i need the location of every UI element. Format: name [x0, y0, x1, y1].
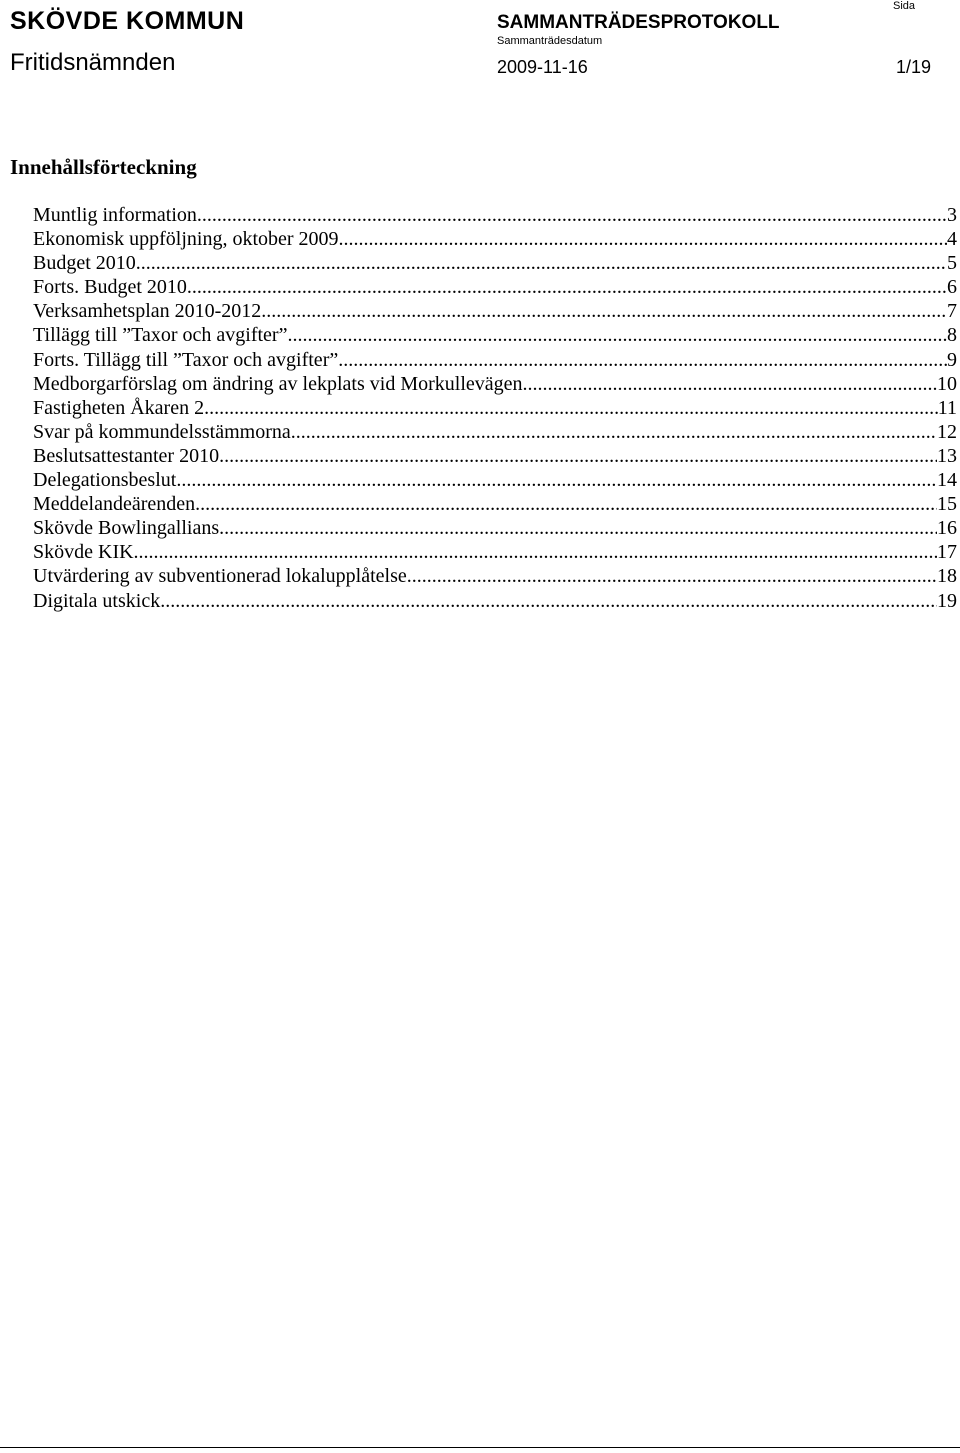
- toc-dot-leader: [197, 203, 947, 227]
- toc-entry-title: Forts. Budget 2010: [33, 276, 187, 299]
- toc-entry-title: Verksamhetsplan 2010-2012: [33, 300, 262, 323]
- toc-dot-leader: [339, 227, 947, 251]
- toc-dot-leader: [176, 468, 937, 492]
- toc-list: [33, 203, 957, 613]
- page-label: Sida: [893, 0, 916, 12]
- toc-entry-page: 5: [947, 252, 957, 275]
- toc-dot-leader: [219, 444, 937, 468]
- toc-entry-page: 13: [937, 444, 957, 467]
- toc-entry[interactable]: [33, 372, 957, 396]
- toc-entry-page: 17: [937, 541, 957, 564]
- toc-entry[interactable]: [33, 516, 957, 540]
- toc-entry-title: Forts. Tillägg till ”Taxor och avgifter”: [33, 348, 339, 371]
- toc-dot-leader: [134, 540, 937, 564]
- toc-dot-leader: [261, 299, 947, 323]
- toc-entry[interactable]: [33, 540, 957, 564]
- toc-entry-title: Budget 2010: [33, 252, 136, 275]
- toc-entry[interactable]: [33, 299, 957, 323]
- toc-entry-page: 6: [947, 276, 957, 299]
- toc-entry-title: Fastigheten Åkaren 2: [33, 396, 205, 419]
- toc-entry-title: Digitala utskick: [33, 589, 161, 612]
- toc-dot-leader: [287, 323, 947, 347]
- toc-entry-page: 12: [937, 420, 957, 443]
- toc-entry[interactable]: [33, 492, 957, 516]
- committee-name: Fritidsnämnden: [10, 49, 176, 76]
- toc-entry-page: 4: [947, 228, 957, 251]
- toc-entry[interactable]: [33, 227, 957, 251]
- toc-entry-title: Skövde Bowlingallians: [33, 517, 220, 540]
- toc-entry-title: Utvärdering av subventionerad lokalupplåtelse: [33, 565, 407, 588]
- toc-entry[interactable]: [33, 444, 957, 468]
- toc-entry-title: Svar på kommundelsstämmorna: [33, 420, 291, 443]
- toc-entry[interactable]: [33, 323, 957, 347]
- toc-entry-page: 11: [937, 396, 957, 419]
- toc-entry[interactable]: [33, 396, 957, 420]
- toc-entry-page: 3: [947, 204, 957, 226]
- toc-dot-leader: [204, 396, 938, 420]
- toc-entry-page: 14: [937, 469, 957, 492]
- toc-entry-title: Meddelandeärenden: [33, 493, 196, 516]
- toc-dot-leader: [219, 516, 937, 540]
- toc-dot-leader: [291, 420, 937, 444]
- toc-entry-title: Ekonomisk uppföljning, oktober 2009: [33, 228, 339, 251]
- toc-dot-leader: [407, 564, 937, 588]
- toc-dot-leader: [136, 251, 947, 275]
- meeting-date-label: Sammanträdesdatum: [497, 35, 603, 47]
- toc-entry[interactable]: [33, 348, 957, 372]
- page-number: 1/19: [896, 57, 932, 77]
- toc-entry-title: Tillägg till ”Taxor och avgifter”: [33, 324, 288, 347]
- toc-entry[interactable]: [33, 251, 957, 275]
- toc-entry-page: 9: [947, 348, 957, 371]
- organization-logo-text: SKÖVDE KOMMUN: [10, 7, 245, 35]
- toc-entry[interactable]: [33, 420, 957, 444]
- toc-entry[interactable]: [33, 564, 957, 588]
- toc-entry-title: Medborgarförslag om ändring av lekplats vid Morkullevägen: [33, 372, 523, 395]
- document-type: SAMMANTRÄDESPROTOKOLL: [497, 12, 780, 33]
- toc-dot-leader: [338, 348, 947, 372]
- toc-entry[interactable]: [33, 589, 957, 613]
- toc-entry-page: 16: [937, 517, 957, 540]
- footer-divider: [0, 1447, 960, 1448]
- toc-entry-page: 7: [947, 300, 957, 323]
- toc-entry-page: 8: [947, 324, 957, 347]
- toc-entry-page: 15: [937, 493, 957, 516]
- toc-entry-page: 19: [937, 589, 957, 612]
- toc-dot-leader: [187, 275, 947, 299]
- meeting-date: 2009-11-16: [497, 57, 588, 77]
- toc-entry-title: Delegationsbeslut: [33, 469, 177, 492]
- toc-entry-page: 18: [937, 565, 957, 588]
- toc-entry-title: Beslutsattestanter 2010: [33, 444, 220, 467]
- toc-entry[interactable]: [33, 468, 957, 492]
- toc-entry-title: Muntlig information: [33, 204, 197, 226]
- toc-dot-leader: [160, 589, 937, 613]
- toc-entry-page: 10: [937, 372, 957, 395]
- toc-entry-title: Skövde KIK: [33, 541, 134, 564]
- toc-entry[interactable]: [33, 275, 957, 299]
- toc-dot-leader: [195, 492, 937, 516]
- toc-entry[interactable]: [33, 203, 957, 227]
- toc-dot-leader: [523, 372, 937, 396]
- toc-heading: Innehållsförteckning: [10, 155, 197, 179]
